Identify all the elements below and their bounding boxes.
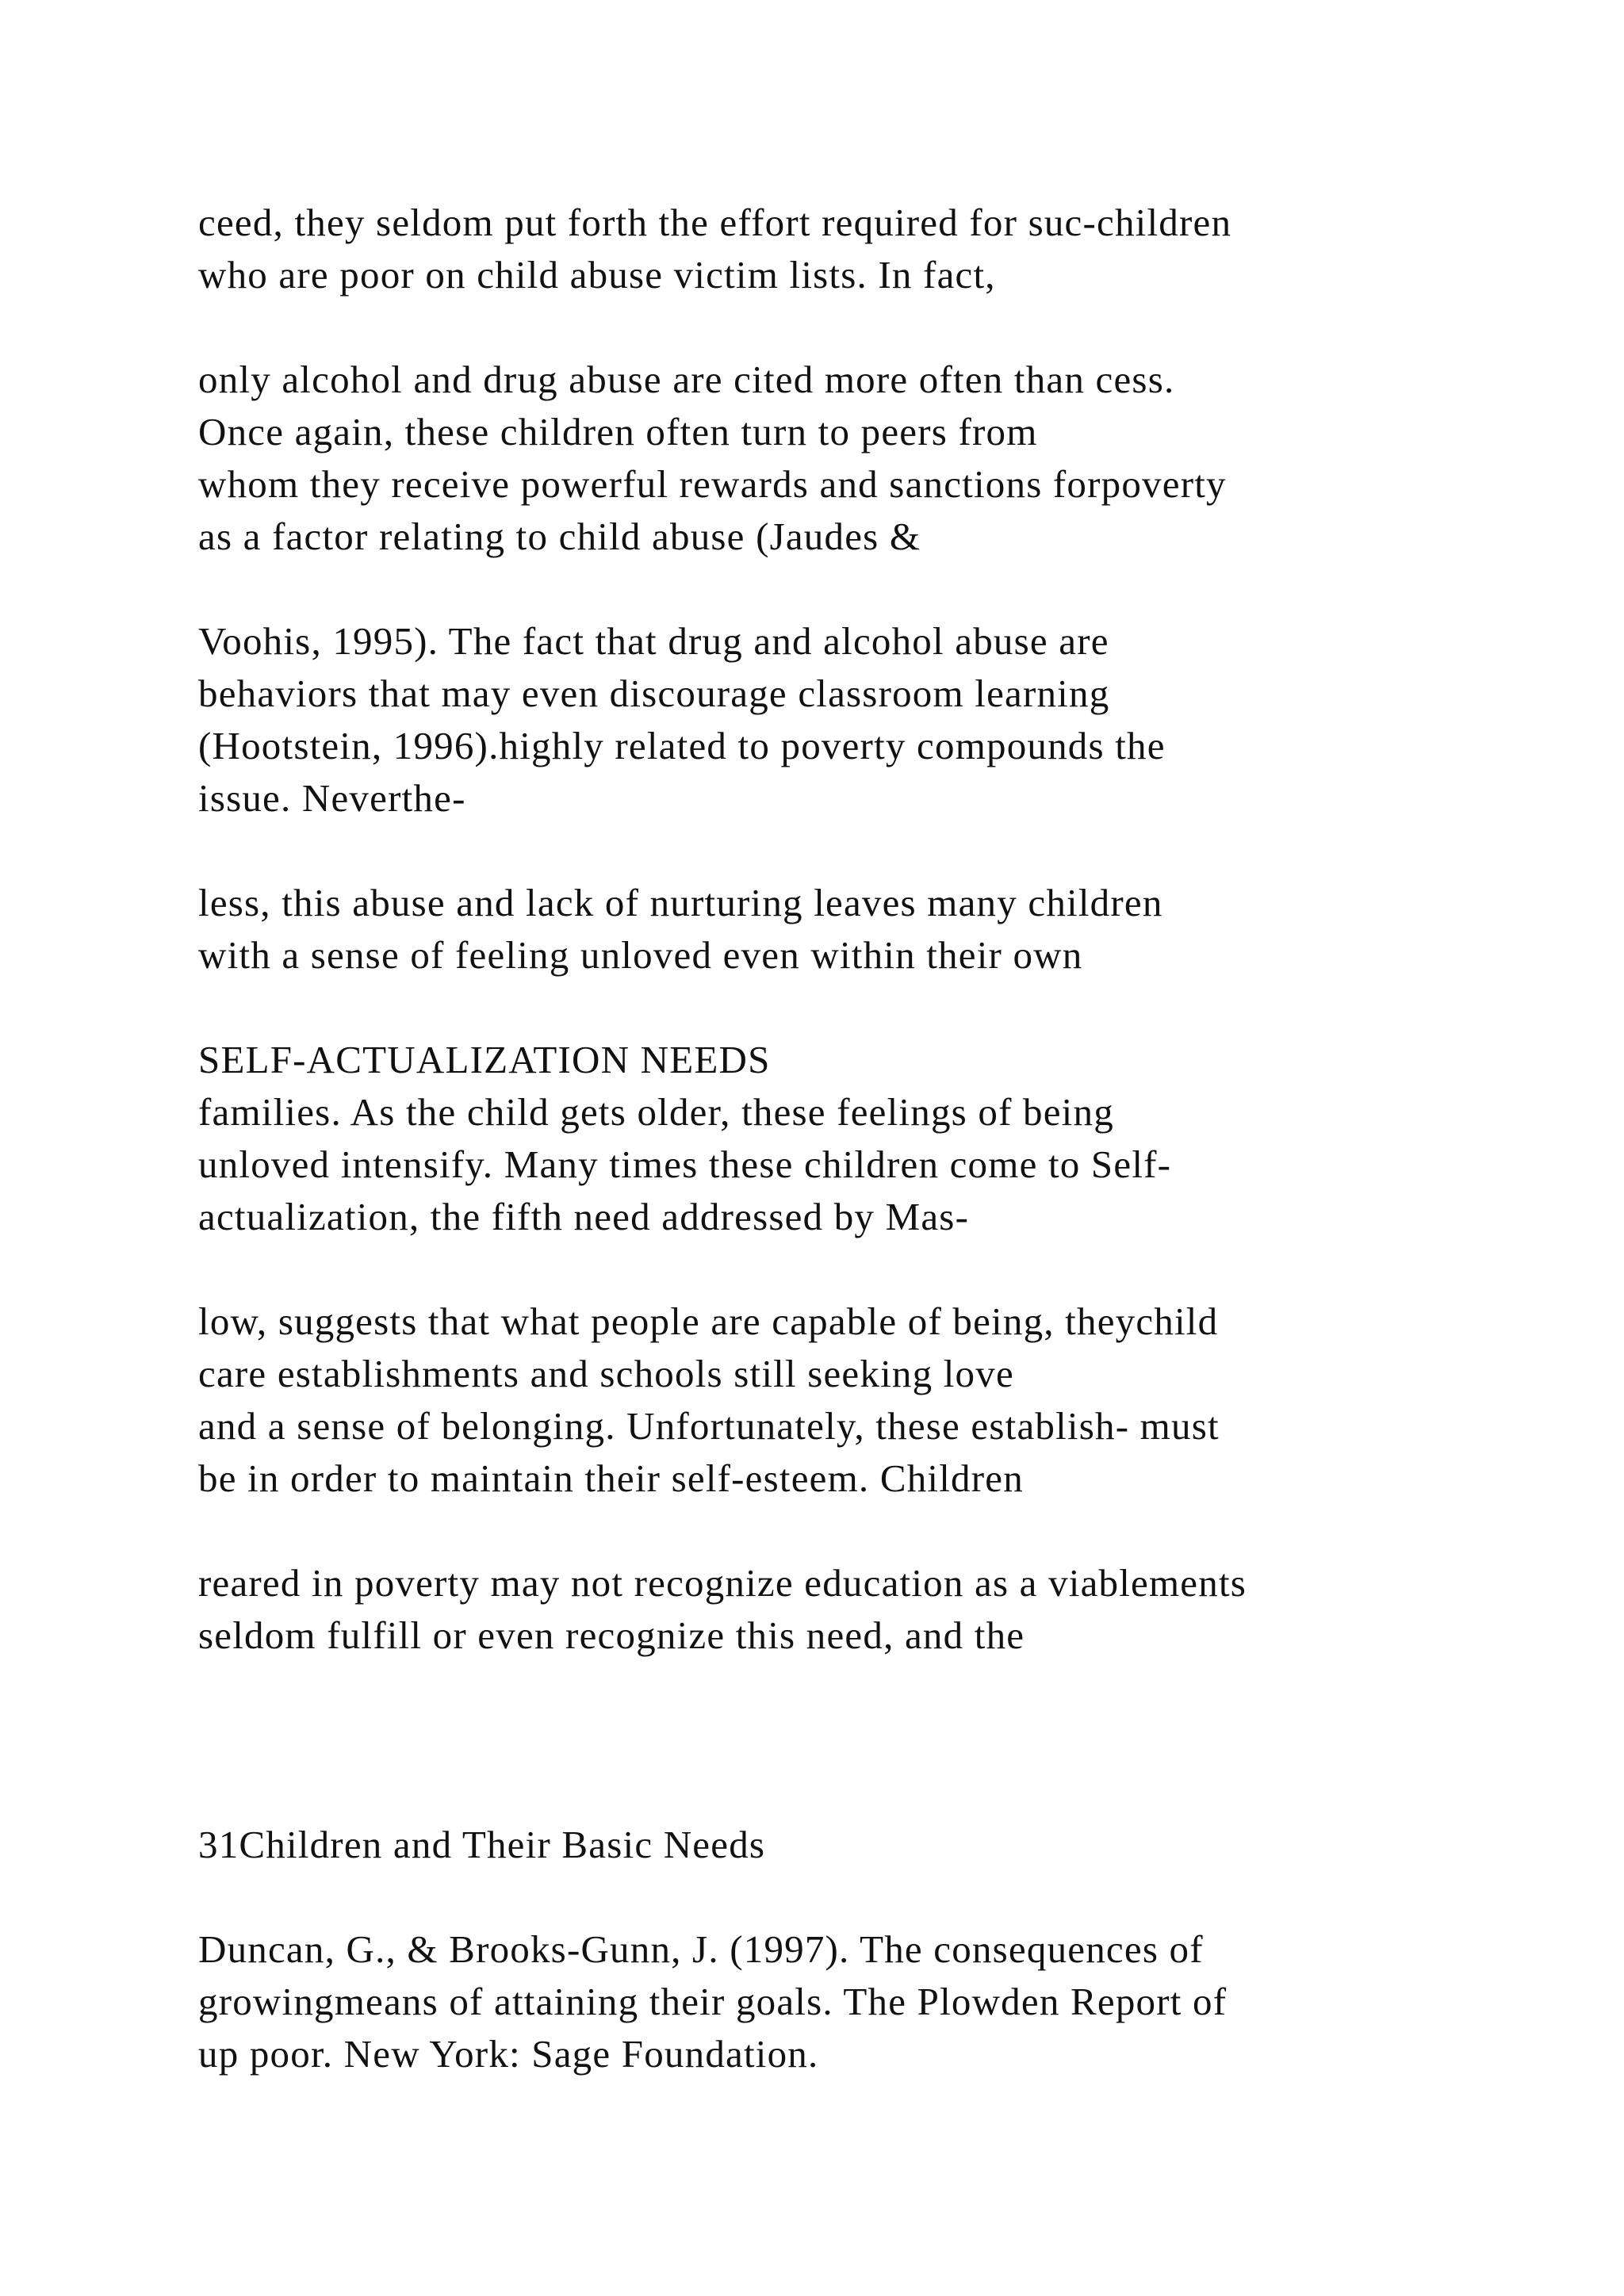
text-line: unloved intensify. Many times these children come to Self- xyxy=(198,1142,1172,1186)
text-line: low, suggests that what people are capable of being, theychild xyxy=(198,1299,1219,1343)
text-line: issue. Neverthe- xyxy=(198,776,466,820)
reference-line: Duncan, G., & Brooks-Gunn, J. (1997). The consequences of xyxy=(198,1927,1204,1971)
text-line: Once again, these children often turn to peers from xyxy=(198,410,1038,453)
text-line: who are poor on child abuse victim lists. In fact, xyxy=(198,253,996,297)
text-line: seldom fulfill or even recognize this need, and the xyxy=(198,1613,1025,1657)
text-line: less, this abuse and lack of nurturing leaves many children xyxy=(198,881,1163,924)
text-line: behaviors that may even discourage classroom learning xyxy=(198,672,1110,715)
text-line: with a sense of feeling unloved even within their own xyxy=(198,933,1083,977)
running-header: 31Children and Their Basic Needs xyxy=(198,1823,766,1866)
text-line: reared in poverty may not recognize education as a viablements xyxy=(198,1561,1247,1605)
text-line: (Hootstein, 1996).highly related to poverty compounds the xyxy=(198,724,1166,767)
text-line: only alcohol and drug abuse are cited more often than cess. xyxy=(198,358,1175,401)
text-line: Voohis, 1995). The fact that drug and alcohol abuse are xyxy=(198,619,1109,663)
section-heading: SELF-ACTUALIZATION NEEDS xyxy=(198,1038,771,1081)
reference-line: up poor. New York: Sage Foundation. xyxy=(198,2032,819,2076)
text-line: be in order to maintain their self-esteem. Children xyxy=(198,1456,1024,1500)
reference-line: growingmeans of attaining their goals. The Plowden Report of xyxy=(198,1980,1228,2023)
text-line: whom they receive powerful rewards and sanctions forpoverty xyxy=(198,462,1227,506)
text-line: actualization, the fifth need addressed by Mas- xyxy=(198,1195,970,1238)
text-line: families. As the child gets older, these feelings of being xyxy=(198,1090,1114,1134)
text-line: and a sense of belonging. Unfortunately, these establish- must xyxy=(198,1404,1220,1448)
text-line: ceed, they seldom put forth the effort required for suc-children xyxy=(198,201,1232,244)
text-line: as a factor relating to child abuse (Jaudes & xyxy=(198,515,921,558)
text-line: care establishments and schools still seeking love xyxy=(198,1352,1014,1395)
